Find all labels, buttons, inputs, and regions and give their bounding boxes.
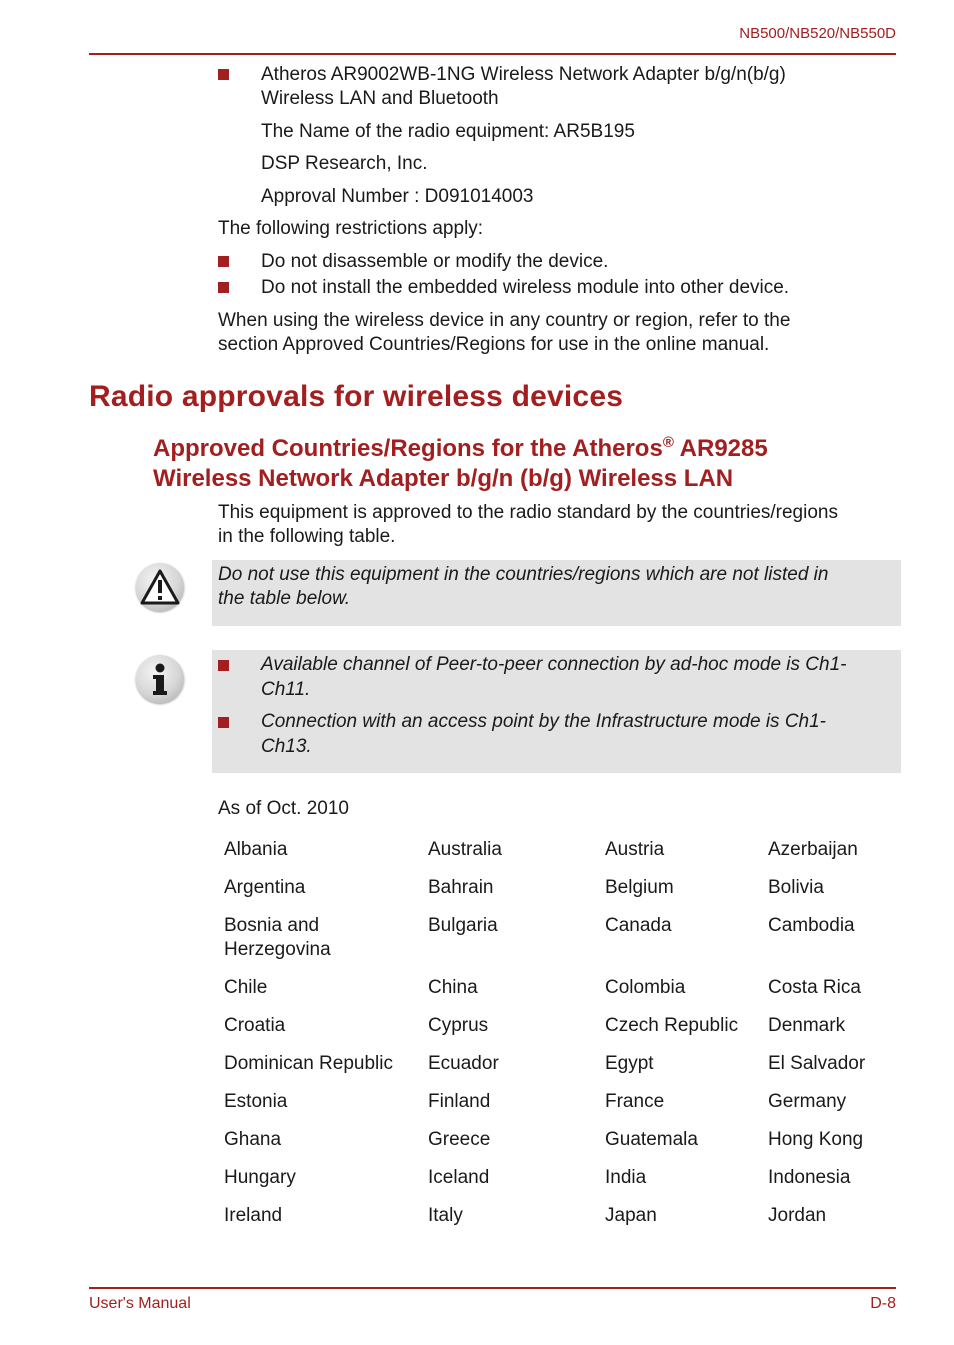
country-cell: Guatemala [605, 1129, 698, 1150]
adapter-line-2: Wireless LAN and Bluetooth [261, 88, 499, 109]
header-model: NB500/NB520/NB550D [739, 25, 896, 42]
country-cell: Dominican Republic [224, 1053, 393, 1074]
country-cell: Hungary [224, 1167, 296, 1188]
country-cell: India [605, 1167, 647, 1188]
footer-manual-title: User's Manual [89, 1295, 191, 1312]
table-row [216, 1202, 906, 1240]
section-title: Radio approvals for wireless devices [89, 380, 624, 413]
country-cell: Finland [428, 1091, 491, 1112]
country-cell: Jordan [768, 1205, 827, 1226]
country-cell: Belgium [605, 877, 674, 898]
bullet-marker [218, 660, 229, 671]
subsection-title-line-2: Wireless Network Adapter b/g/n (b/g) Wireless LAN [153, 465, 734, 492]
countries-table [216, 836, 906, 1240]
approval-number: Approval Number : D091014003 [261, 186, 534, 207]
table-row [216, 974, 906, 1012]
page-number: D-8 [870, 1295, 896, 1312]
region-note-line-1: When using the wireless device in any country or region, refer to the [218, 310, 791, 331]
country-cell: France [605, 1091, 665, 1112]
bullet-marker [218, 717, 229, 728]
country-cell: Germany [768, 1091, 847, 1112]
info-item-1-line-2: Ch11. [261, 679, 311, 700]
country-cell: Italy [428, 1205, 463, 1226]
subsection-title [153, 428, 913, 494]
country-cell: Croatia [224, 1015, 286, 1036]
country-cell: Costa Rica [768, 977, 861, 998]
subsection-title-part-1: Approved Countries/Regions for the Atheros [153, 435, 663, 462]
table-row [216, 1088, 906, 1126]
bullet-marker [218, 256, 229, 267]
country-cell: Bulgaria [428, 915, 498, 936]
table-row [216, 1126, 906, 1164]
country-cell: Ghana [224, 1129, 282, 1150]
bullet-marker [218, 69, 229, 80]
country-cell: Azerbaijan [768, 839, 858, 860]
country-cell: Hong Kong [768, 1129, 864, 1150]
country-cell: Austria [605, 839, 665, 860]
restriction-item: Do not install the embedded wireless module into other device. [261, 277, 790, 298]
country-cell: Albania [224, 839, 288, 860]
country-cell: El Salvador [768, 1053, 866, 1074]
region-note-line-2: section Approved Countries/Regions for use in the online manual. [218, 334, 770, 355]
table-row [216, 1050, 906, 1088]
country-cell: Czech Republic [605, 1015, 739, 1036]
table-row [216, 912, 906, 974]
country-cell: Bosnia and Herzegovina [224, 915, 331, 960]
country-cell: Estonia [224, 1091, 288, 1112]
approval-text-line-2: in the following table. [218, 526, 396, 547]
country-cell: Egypt [605, 1053, 654, 1074]
warning-icon [136, 563, 184, 611]
country-cell: Iceland [428, 1167, 490, 1188]
footer-rule [89, 1287, 896, 1289]
table-row [216, 1164, 906, 1202]
country-cell: Cambodia [768, 915, 855, 936]
country-cell: Denmark [768, 1015, 846, 1036]
registered-mark: ® [662, 434, 674, 451]
restrictions-intro: The following restrictions apply: [218, 218, 484, 239]
country-cell: Japan [605, 1205, 657, 1226]
adapter-line-1: Atheros AR9002WB-1NG Wireless Network Adapter b/g/n(b/g) [261, 64, 786, 85]
table-row [216, 1012, 906, 1050]
caution-note-line-1: Do not use this equipment in the countries/regions which are not listed in [218, 564, 829, 585]
approval-text-line-1: This equipment is approved to the radio standard by the countries/regions [218, 502, 838, 523]
header-rule [89, 53, 896, 55]
info-item-1-line-1: Available channel of Peer-to-peer connection by ad-hoc mode is Ch1- [261, 654, 847, 675]
country-cell: Chile [224, 977, 268, 998]
table-row [216, 874, 906, 912]
table-row [216, 836, 906, 874]
bullet-marker [218, 282, 229, 293]
country-cell: China [428, 977, 478, 998]
info-item-2-line-2: Ch13. [261, 736, 312, 757]
country-cell: Argentina [224, 877, 306, 898]
info-icon [136, 655, 184, 703]
restriction-item: Do not disassemble or modify the device. [261, 251, 609, 272]
country-cell: Canada [605, 915, 672, 936]
country-cell: Greece [428, 1129, 491, 1150]
caution-note-line-2: the table below. [218, 588, 351, 609]
country-cell: Indonesia [768, 1167, 851, 1188]
country-cell: Cyprus [428, 1015, 489, 1036]
radio-manufacturer: DSP Research, Inc. [261, 153, 428, 174]
subsection-title-part-2: AR9285 [673, 435, 768, 462]
country-cell: Bolivia [768, 877, 824, 898]
info-item-2-line-1: Connection with an access point by the Infrastructure mode is Ch1- [261, 711, 827, 732]
country-cell: Ireland [224, 1205, 283, 1226]
country-cell: Bahrain [428, 877, 494, 898]
as-of-date: As of Oct. 2010 [218, 798, 349, 819]
country-cell: Ecuador [428, 1053, 499, 1074]
radio-equipment-name: The Name of the radio equipment: AR5B195 [261, 121, 635, 142]
country-cell: Colombia [605, 977, 686, 998]
country-cell: Australia [428, 839, 502, 860]
